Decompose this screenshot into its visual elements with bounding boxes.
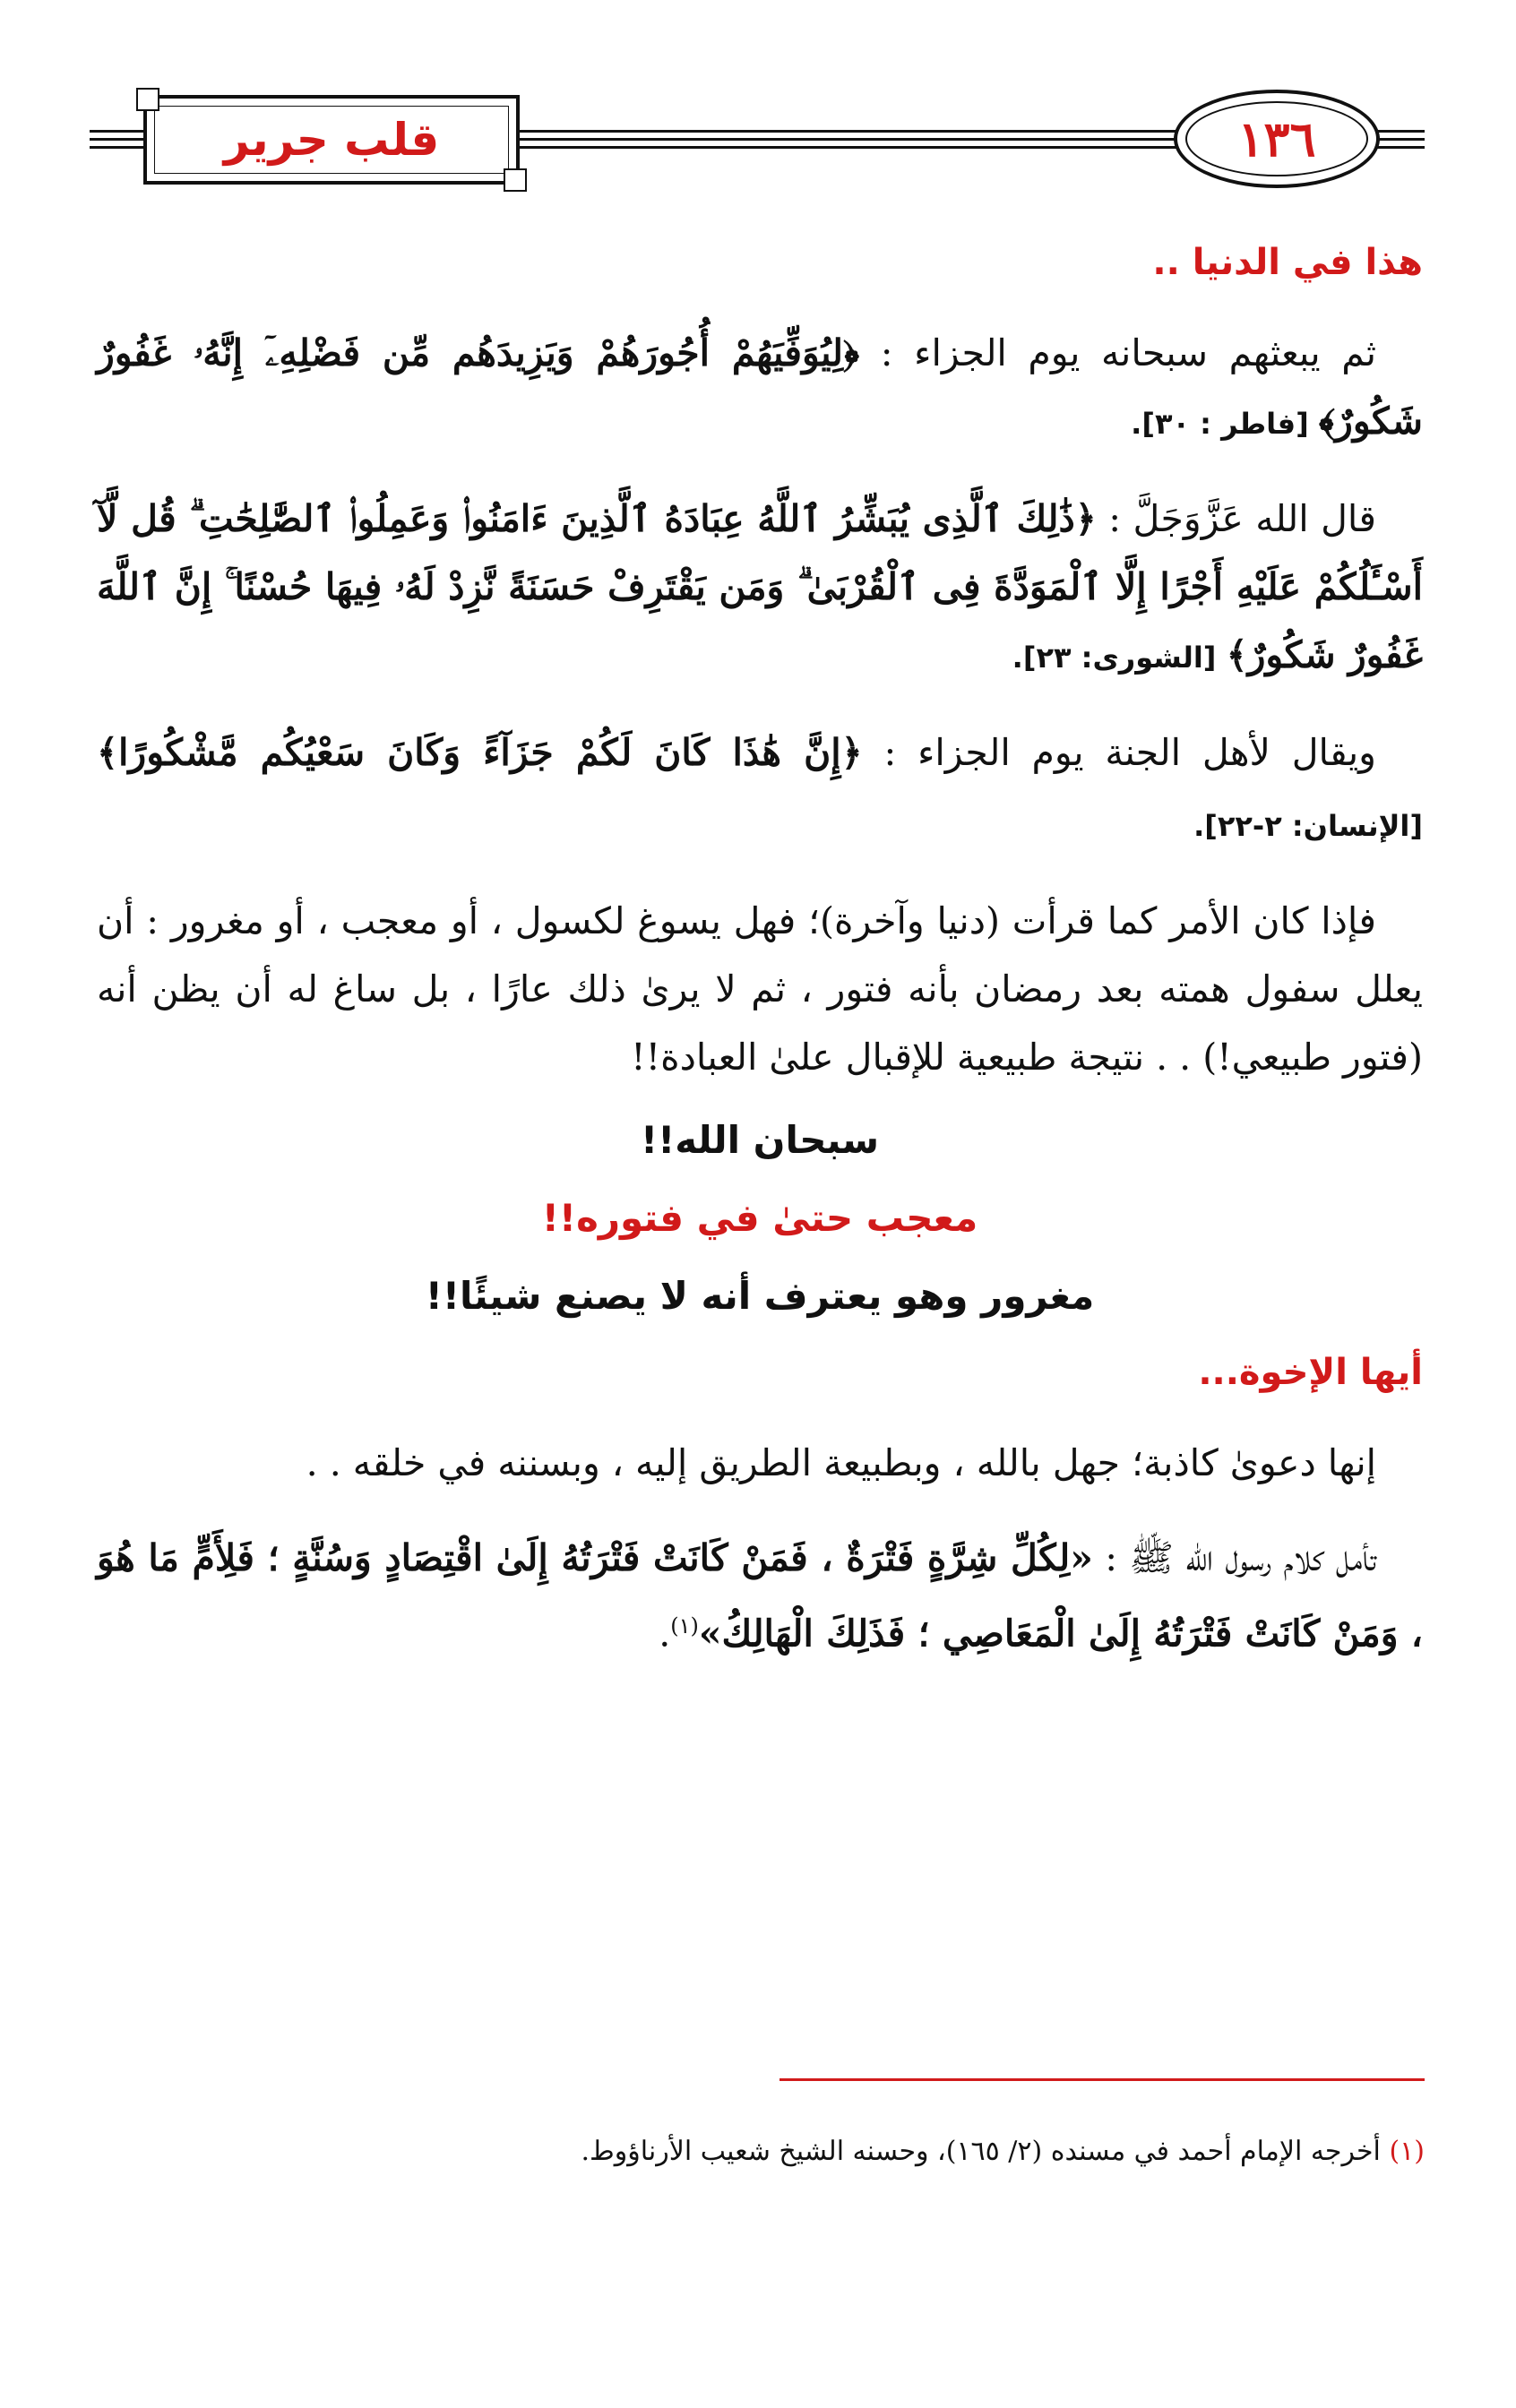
paragraph: إنها دعوىٰ كاذبة؛ جهل بالله ، وبطبيعة الطريق إليه ، وبسننه في خلقه . . <box>306 1441 1376 1484</box>
paragraph-intro: ويقال لأهل الجنة يوم الجزاء : <box>862 731 1376 774</box>
corner-ornament-icon <box>504 168 527 192</box>
footnote-text: أخرجه الإمام أحمد في مسنده (٢/ ١٦٥)، وحسنه الشيخ شعيب الأرناؤوط. <box>581 2136 1390 2167</box>
page-number-oval <box>1174 90 1380 188</box>
hadith-text: «لِكُلِّ شِرَّةٍ فَتْرَةٌ ، فَمَنْ كَانَتْ فَتْرَتُهُ إِلَىٰ اقْتِصَادٍ وَسُنَّةٍ ؛ فَلِأَمٍّ مَا هُوَ ، وَمَنْ كَانَتْ فَتْرَتُهُ إِلَىٰ الْمَعَاصِي ؛ فَذَلِكَ الْهَالِكُ» <box>97 1536 1423 1656</box>
page-header <box>90 82 1425 199</box>
verse-reference: [الشورى: ٢٣]. <box>1012 641 1227 675</box>
centered-exclamation: مغرور وهو يعترف أنه لا يصنع شيئًا!! <box>425 1274 1095 1318</box>
quran-verse: ﴿ذَٰلِكَ ٱلَّذِى يُبَشِّرُ ٱللَّهُ عِبَادَهُ ٱلَّذِينَ ءَامَنُوا۟ وَعَمِلُوا۟ ٱلصَّٰلِحَٰتِ ۗ قُل لَّآ أَسْـَٔلُكُمْ عَلَيْهِ أَجْرًا إِلَّا ٱلْمَوَدَّةَ فِى ٱلْقُرْبَىٰ ۗ وَمَن يَقْتَرِفْ حَسَنَةً نَّزِدْ لَهُۥ فِيهَا حُسْنًا ۚ إِنَّ ٱللَّهَ غَفُورٌ شَكُورٌ﴾ <box>97 497 1423 676</box>
section-heading: هذا في الدنيا .. <box>1152 242 1423 283</box>
paragraph-intro: تأمل كلام رسول الله ﷺ : <box>1092 1536 1376 1579</box>
paragraph <box>97 319 1423 458</box>
footnote-reference: (١) <box>670 1613 699 1638</box>
footnote-marker: (١) <box>1389 2136 1425 2167</box>
paragraph <box>97 1524 1423 1668</box>
paragraph-intro: ثم يبعثهم سبحانه يوم الجزاء : <box>859 331 1376 374</box>
centered-exclamation: سبحان الله!! <box>640 1118 880 1162</box>
footnote <box>269 2132 1425 2172</box>
section-heading: أيها الإخوة... <box>1198 1352 1423 1393</box>
quran-verse: ﴿إِنَّ هَٰذَا كَانَ لَكُمْ جَزَآءً وَكَانَ سَعْيُكُم مَّشْكُورًا﴾ <box>97 731 863 774</box>
paragraph <box>97 718 1423 860</box>
paragraph-intro: قال الله عَزَّوَجَلَّ : <box>1096 497 1376 540</box>
quran-verse: ﴿لِيُوَفِّيَهُمْ أُجُورَهُمْ وَيَزِيدَهُم مِّن فَضْلِهِۦٓ إِنَّهُۥ غَفُورٌ شَكُورٌ﴾ <box>97 331 1423 443</box>
verse-reference: [الإنسان: ٢-٢٢]. <box>1193 809 1423 843</box>
footnote-divider <box>780 2078 1425 2081</box>
paragraph-end: . <box>659 1612 671 1656</box>
paragraph <box>97 485 1423 692</box>
main-text <box>97 224 1423 1695</box>
corner-ornament-icon <box>136 88 159 111</box>
book-title-frame <box>143 95 520 185</box>
page-number: ١٣٦ <box>1237 110 1316 168</box>
book-title: قلب جرير <box>223 114 440 166</box>
centered-exclamation: معجب حتىٰ في فتوره!! <box>541 1196 978 1240</box>
paragraph: فإذا كان الأمر كما قرأت (دنيا وآخرة)؛ فهل يسوغ لكسول ، أو معجب ، أو مغرور : أن يعلل سفول همته بعد رمضان بأنه فتور ، ثم لا يرىٰ ذلك عارًا ، بل ساغ له أن يظن أنه (فتور طبيعي!) . . نتيجة طبيعية للإقبال علىٰ العبادة!! <box>97 899 1423 1079</box>
verse-reference: [فاطر : ٣٠]. <box>1131 407 1319 441</box>
